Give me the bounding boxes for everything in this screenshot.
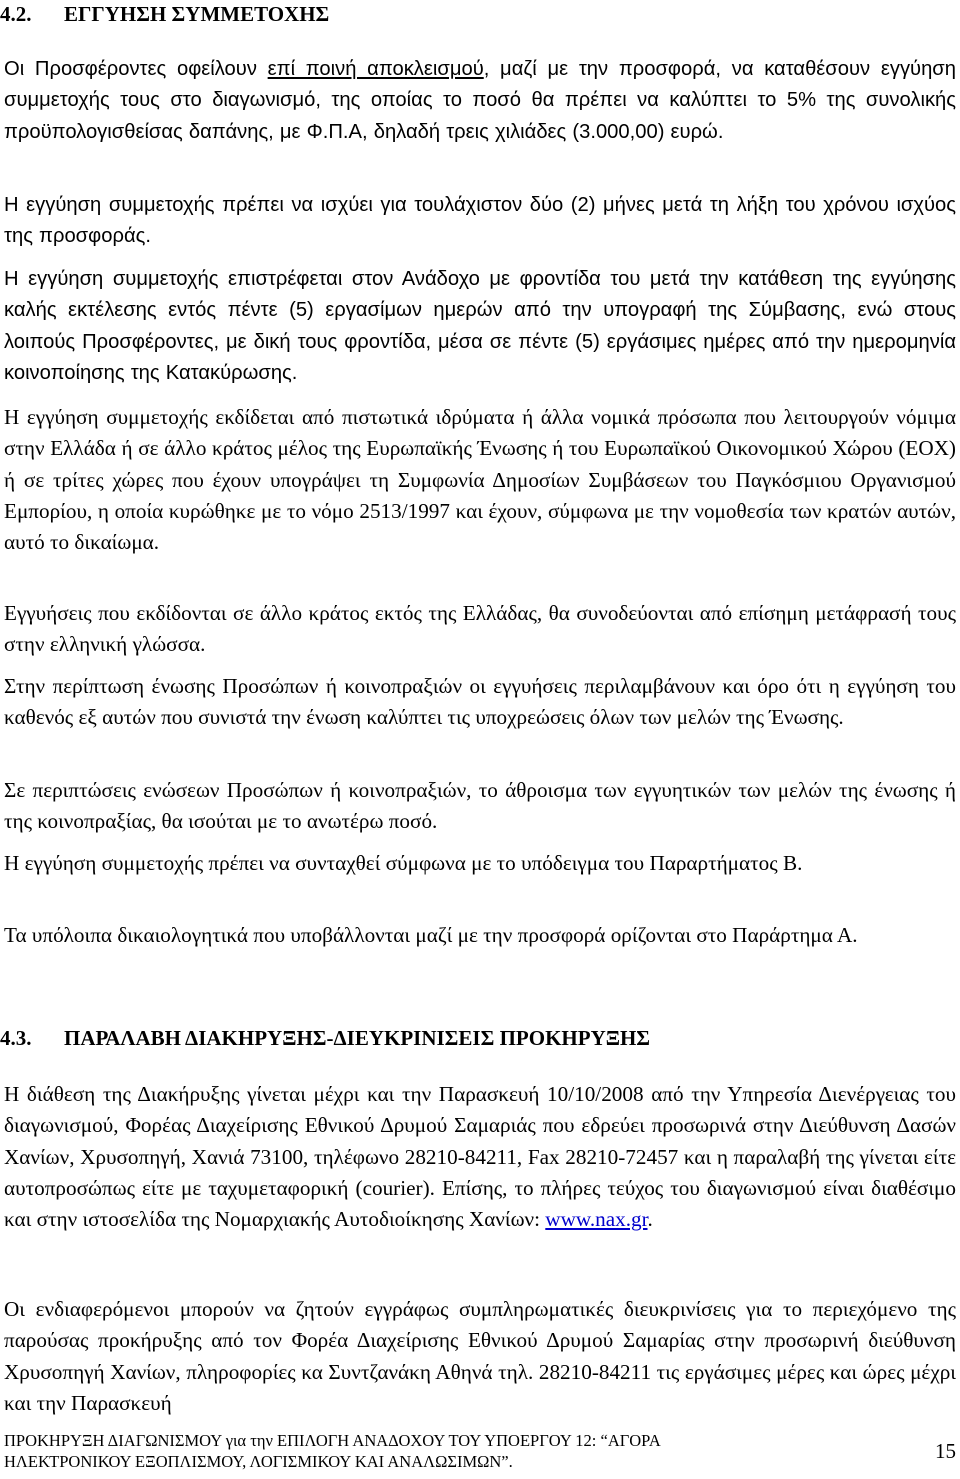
text-span: .	[647, 1207, 653, 1232]
paragraph-joint-ventures: Στην περίπτωση ένωσης Προσώπων ή κοινοπραξιών οι εγγυήσεις περιλαμβάνουν και όρο ότι η εγγύηση του καθενός εξ αυτών που συνιστά την ένωση καλύπτει τις υποχρεώσεις όλων των μελών της Ένωσης.	[4, 674, 956, 730]
section-title: ΕΓΓΥΗΣΗ ΣΥΜΜΕΤΟΧΗΣ	[64, 2, 330, 26]
page-number: 15	[935, 1439, 956, 1463]
paragraph-guarantee-return: Η εγγύηση συμμετοχής επιστρέφεται στον Ανάδοχο με φροντίδα του μετά την κατάθεση της εγγύησης καλής εκτέλεσης εντός πέντε (5) εργασίμων ημερών από την υπογραφή της Σύμβασης, ενώ στους λοιπούς Προσφέροντες, με δική τους φροντίδα, μέσα σε πέντε (5) εργάσιμες ημέρες από την ημερομηνία κοινοποίησης της Κατακύρωσης.	[4, 268, 956, 384]
section-title: ΠΑΡΑΛΑΒΗ ΔΙΑΚΗΡΥΞΗΣ-ΔΙΕΥΚΡΙΝΙΣΕΙΣ ΠΡΟΚΗΡΥΞΗΣ	[64, 1026, 651, 1050]
text-span: Οι Προσφέροντες οφείλουν	[4, 58, 268, 80]
website-link[interactable]: www.nax.gr	[545, 1207, 648, 1232]
paragraph-joint-sum: Σε περιπτώσεις ενώσεων Προσώπων ή κοινοπραξιών, το άθροισμα των εγγυητικών των μελών της ένωσης ή της κοινοπραξίας, θα ισούται με το ανωτέρω ποσό.	[4, 778, 956, 834]
text-span: , μαζί με την προσφορά, να καταθέσουν εγγύηση συμμετοχής τους στο διαγωνισμό, της οποίας το ποσό θα πρέπει να καλύπτει το 5% της συνολικής προϋπολογισθείσας δαπάνης, με Φ.Π.Α, δηλαδή τρεις χιλιάδες (3.000,00) ευρώ.	[4, 58, 956, 143]
paragraph-guarantee-amount	[4, 54, 956, 148]
paragraph-clarifications: Οι ενδιαφερόμενοι μπορούν να ζητούν εγγράφως συμπληρωματικές διευκρινίσεις για το περιεχόμενο της παρούσας προκήρυξης από τον Φορέα Διαχείρισης Εθνικού Δρυμού Σαμαρίας στην προσωρινή διεύθυνση Χρυσοπηγή Χανίων, πληροφορίες κα Συντζανάκη Αθηνά τηλ. 28210-84211 τις εργάσιμες μέρες και ώρες μέχρι και την Παρασκευή	[4, 1297, 956, 1415]
underlined-text: επί ποινή αποκλεισμού	[267, 58, 484, 80]
paragraph-guarantee-issuers: Η εγγύηση συμμετοχής εκδίδεται από πιστωτικά ιδρύματα ή άλλα νομικά πρόσωπα που λειτουργούν νόμιμα στην Ελλάδα ή σε άλλο κράτος μέλος της Ευρωπαϊκής Ένωσης ή του Ευρωπαϊκού Οικονομικού Χώρου (ΕΟΧ) ή σε τρίτες χώρες που έχουν υπογράψει τη Συμφωνία Δημοσίων Συμβάσεων του Παγκόσμιου Οργανισμού Εμπορίου, η οποία κυρώθηκε με το νόμο 2513/1997 και έχουν, σύμφωνα με την νομοθεσία των κρατών αυτών, αυτό το δικαίωμα.	[4, 405, 956, 555]
section-heading-4-3	[0, 1026, 650, 1050]
section-heading-4-2	[0, 2, 329, 26]
paragraph-template-reference: Η εγγύηση συμμετοχής πρέπει να συνταχθεί σύμφωνα με το υπόδειγμα του Παραρτήματος Β.	[4, 851, 803, 875]
footer-line: ΠΡΟΚΗΡΥΞΗ ΔΙΑΓΩΝΙΣΜΟΥ για την ΕΠΙΛΟΓΗ ΑΝΑΔΟΧΟΥ ΤΟΥ ΥΠΟΕΡΓΟΥ 12: “ΑΓΟΡΑ	[4, 1431, 661, 1450]
paragraph-guarantee-validity: Η εγγύηση συμμετοχής πρέπει να ισχύει για τουλάχιστον δύο (2) μήνες μετά τη λήξη του χρόνου ισχύος της προσφοράς.	[4, 194, 956, 248]
footer-title	[4, 1430, 884, 1472]
paragraph-other-documents: Τα υπόλοιπα δικαιολογητικά που υποβάλλονται μαζί με την προσφορά ορίζονται στο Παράρτημα Α.	[4, 923, 858, 947]
section-number: 4.2.	[0, 2, 32, 26]
footer-line: ΗΛΕΚΤΡΟΝΙΚΟΥ ΕΞΟΠΛΙΣΜΟΥ, ΛΟΓΙΣΜΙΚΟΥ ΚΑΙ ΑΝΑΛΩΣΙΜΩΝ”.	[4, 1452, 513, 1471]
text-span: Η διάθεση της Διακήρυξης γίνεται μέχρι και την Παρασκευή 10/10/2008 από την Υπηρεσία Διενέργειας του διαγωνισμού, Φορέας Διαχείρισης Εθνικού Δρυμού Σαμαριάς που εδρεύει προσωρινά στην Διεύθυνση Δασών Χανίων, Χρυσοπηγή, Χανιά 73100, τηλέφωνο 28210-84211, Fax 28210-72457 και η παραλαβή της γίνεται είτε αυτοπροσώπως είτε με ταχυμεταφορική (courier). Επίσης, το πλήρες τεύχος του διαγωνισμού είναι διαθέσιμο και στην ιστοσελίδα της Νομαρχιακής Αυτοδιοίκησης Χανίων:	[4, 1082, 956, 1232]
page-footer	[4, 1430, 956, 1478]
paragraph-availability	[4, 1079, 956, 1235]
section-number: 4.3.	[0, 1026, 32, 1050]
paragraph-foreign-guarantees: Εγγυήσεις που εκδίδονται σε άλλο κράτος εκτός της Ελλάδας, θα συνοδεύονται από επίσημη μετάφρασή τους στην ελληνική γλώσσα.	[4, 601, 956, 657]
